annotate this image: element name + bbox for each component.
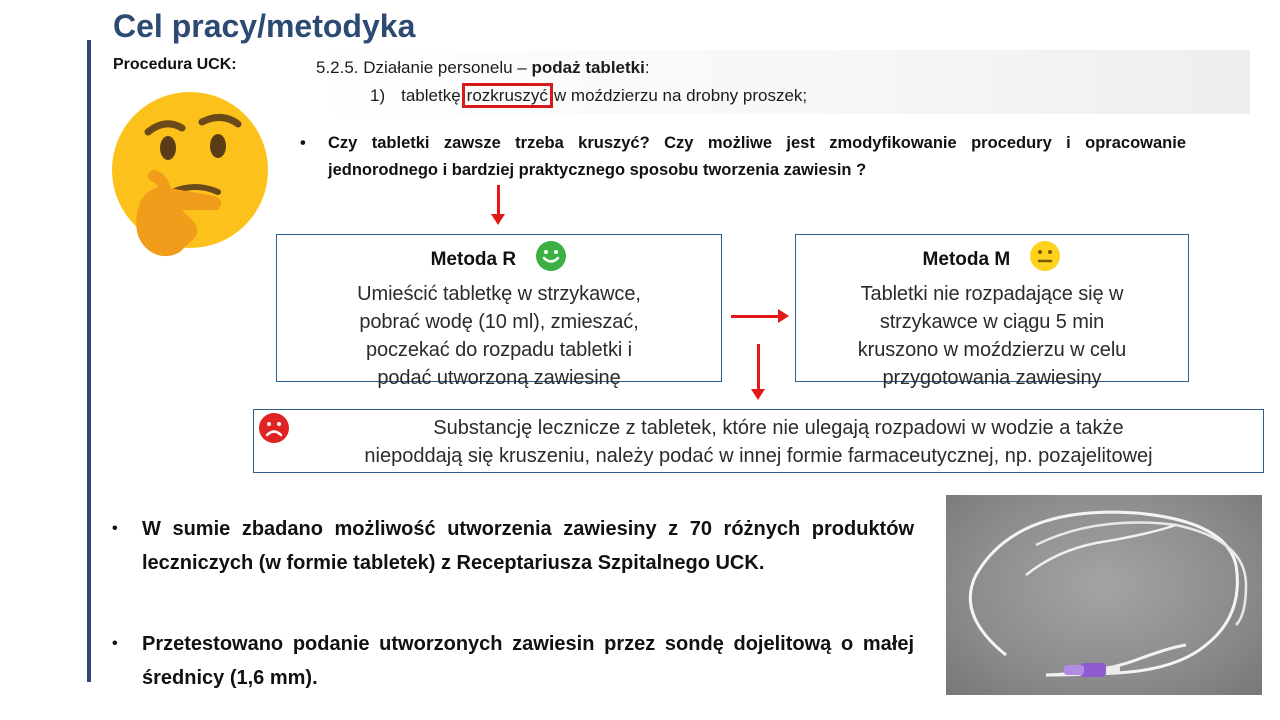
method-r-line: pobrać wodę (10 ml), zmieszać, <box>359 311 639 333</box>
method-m-line: Tabletki nie rozpadające się w <box>860 283 1124 305</box>
method-m-line: strzykawce w ciągu 5 min <box>879 311 1105 333</box>
smiling-face-icon <box>535 240 567 280</box>
summary-bullet-text: Przetestowano podanie utworzonych zawiesin przez sondę dojelitową o małej średnicy (1,6 mm). <box>142 633 914 689</box>
method-m-line: przygotowania zawiesiny <box>882 367 1102 389</box>
left-accent-line <box>87 40 91 682</box>
excerpt-heading-text: 5.2.5. Działanie personelu – <box>316 58 532 77</box>
bullet-marker: • <box>112 635 118 652</box>
excerpt-heading-end: : <box>644 58 650 77</box>
neutral-face-icon <box>1029 240 1061 280</box>
method-r-title: Metoda R <box>430 249 517 271</box>
method-r-description <box>277 280 721 392</box>
method-m-heading <box>796 240 1188 280</box>
excerpt-heading-bold: podaż tabletki <box>531 58 645 77</box>
method-r-line: poczekać do rozpadu tabletki i <box>365 339 633 361</box>
feeding-tube-photo <box>946 495 1262 695</box>
excerpt-heading <box>316 58 650 78</box>
procedure-label: Procedura UCK: <box>113 56 237 73</box>
bullet-marker: • <box>300 134 306 152</box>
conclusion-box <box>253 409 1264 473</box>
summary-bullet-text: W sumie zbadano możliwość utworzenia zawiesiny z 70 różnych produktów leczniczych (w formie tabletek) z Receptariusza Szpitalnego UCK. <box>142 518 914 574</box>
question-text: Czy tabletki zawsze trzeba kruszyć? Czy możliwe jest zmodyfikowanie procedury i opracowanie jednorodnego i bardziej praktycznego sposobu tworzenia zawiesin ? <box>328 134 1186 179</box>
method-r-heading <box>277 240 721 280</box>
page-title: Cel pracy/metodyka <box>113 8 416 44</box>
method-m-box <box>795 234 1189 389</box>
procedure-excerpt <box>308 50 1250 114</box>
thinking-face-icon <box>110 92 270 262</box>
conclusion-line: niepoddają się kruszeniu, należy podać w innej formie farmaceutycznej, np. pozajelitowej <box>364 445 1153 467</box>
method-m-description <box>796 280 1188 392</box>
method-m-line: kruszono w moździerzu w celu <box>857 339 1127 361</box>
conclusion-line: Substancję lecznicze z tabletek, które nie ulegają rozpadowi w wodzie a także <box>433 417 1124 439</box>
bullet-marker: • <box>112 520 118 537</box>
arrow-down-icon <box>757 344 760 390</box>
summary-bullet <box>112 512 914 614</box>
arrow-right-icon <box>731 315 779 318</box>
frowning-face-icon <box>258 412 290 452</box>
method-r-box <box>276 234 722 389</box>
excerpt-item <box>370 86 807 106</box>
excerpt-item-number: 1) <box>370 86 386 105</box>
method-r-line: podać utworzoną zawiesinę <box>377 367 621 389</box>
method-m-title: Metoda M <box>922 249 1011 271</box>
summary-bullet <box>112 627 914 695</box>
method-r-line: Umieścić tabletkę w strzykawce, <box>357 283 641 305</box>
excerpt-item-after: w moździerzu na drobny proszek; <box>553 86 808 105</box>
excerpt-item-before: tabletkę <box>401 86 461 105</box>
excerpt-highlight: rozkruszyć <box>462 83 553 108</box>
arrow-down-icon <box>497 185 500 215</box>
